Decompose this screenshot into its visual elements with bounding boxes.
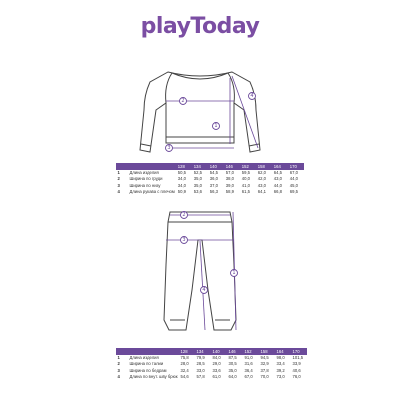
marker-top-2: [180, 98, 187, 105]
row-number: 1: [117, 170, 120, 176]
row-number: 1: [117, 355, 120, 361]
row-label: Длина изделия: [129, 355, 159, 361]
table-row: [116, 188, 304, 194]
size-header: 134: [195, 348, 211, 355]
cell: 38,0: [225, 176, 234, 182]
row-number: 2: [117, 361, 120, 367]
size-header: 158: [259, 348, 275, 355]
svg-text:2: 2: [182, 212, 186, 218]
size-header: 146: [224, 163, 240, 170]
table-row: [116, 176, 304, 182]
marker-top-4: [249, 93, 256, 100]
cell: 28,0: [180, 361, 189, 367]
cell: 32,4: [180, 367, 189, 373]
cell: 54,5: [209, 170, 218, 176]
marker-top-1: [213, 123, 220, 130]
table-header-row: [116, 163, 304, 170]
table-row: [116, 170, 304, 176]
size-header: 170: [291, 348, 307, 355]
cell: 43,0: [257, 182, 266, 188]
size-header: 152: [240, 163, 256, 170]
cell: 33,4: [276, 361, 285, 367]
header-blank: [128, 348, 179, 355]
cell: 79,9: [196, 355, 205, 361]
svg-text:1: 1: [232, 270, 236, 276]
size-header: 146: [227, 348, 243, 355]
cell: 62,0: [257, 170, 266, 176]
bottom-size-table: [116, 348, 307, 379]
cell: 70,0: [260, 373, 269, 379]
cell: 76,0: [292, 373, 301, 379]
size-header: 158: [256, 163, 272, 170]
row-label: Ширина по груди: [129, 176, 163, 182]
row-number: 4: [117, 188, 120, 194]
cell: 31,6: [244, 361, 253, 367]
cell: 44,0: [289, 176, 298, 182]
pants-drawing: [164, 212, 236, 330]
row-label: Длина по внут. шву брюк: [129, 373, 178, 379]
table-row: [116, 373, 307, 379]
cell: 53,6: [193, 188, 202, 194]
cell: 67,0: [244, 373, 253, 379]
row-label: Ширина по бедрам: [129, 367, 167, 373]
svg-text:4: 4: [202, 287, 206, 293]
cell: 54,6: [180, 373, 189, 379]
cell: 33,0: [196, 367, 205, 373]
size-header: 164: [275, 348, 291, 355]
sweatshirt-drawing: [140, 72, 260, 152]
svg-text:2: 2: [181, 98, 185, 104]
pants-measurements: [166, 212, 236, 330]
marker-top-3: [166, 145, 173, 152]
cell: 64,0: [228, 373, 237, 379]
cell: 52,5: [193, 170, 202, 176]
cell: 35,0: [228, 367, 237, 373]
marker-bottom-2: [181, 212, 188, 219]
cell: 64,1: [257, 188, 266, 194]
cell: 36,0: [209, 176, 218, 182]
svg-text:3: 3: [167, 145, 171, 151]
cell: 61,0: [212, 373, 221, 379]
cell: 66,8: [273, 188, 282, 194]
cell: 28,5: [196, 361, 205, 367]
cell: 50,5: [177, 170, 186, 176]
marker-bottom-1: [231, 270, 238, 277]
cell: 37,0: [209, 182, 218, 188]
marker-bottom-3: [181, 237, 188, 244]
cell: 98,0: [276, 355, 285, 361]
row-number: 3: [117, 182, 120, 188]
header-blank: [116, 348, 128, 355]
cell: 40,0: [241, 176, 250, 182]
svg-text:4: 4: [250, 93, 254, 99]
cell: 91,0: [244, 355, 253, 361]
size-header: 170: [288, 163, 304, 170]
cell: 69,5: [289, 188, 298, 194]
cell: 73,0: [276, 373, 285, 379]
row-label: Ширина по талии: [129, 361, 164, 367]
cell: 34,0: [177, 176, 186, 182]
header-blank: [128, 163, 176, 170]
svg-text:3: 3: [182, 237, 186, 243]
size-header: 128: [179, 348, 195, 355]
size-header: 140: [208, 163, 224, 170]
cell: 33,9: [292, 361, 301, 367]
cell: 94,5: [260, 355, 269, 361]
size-header: 134: [192, 163, 208, 170]
table-row: [116, 182, 304, 188]
row-number: 4: [117, 373, 120, 379]
cell: 30,5: [228, 361, 237, 367]
top-size-table: [116, 163, 304, 194]
cell: 37,8: [260, 367, 269, 373]
cell: 33,6: [212, 367, 221, 373]
size-header: 152: [243, 348, 259, 355]
brand-logo: playToday: [140, 14, 260, 39]
cell: 56,3: [209, 188, 218, 194]
marker-bottom-4: [201, 287, 208, 294]
cell: 32,9: [260, 361, 269, 367]
cell: 64,5: [273, 170, 282, 176]
table-header-row: [116, 348, 307, 355]
cell: 59,5: [241, 170, 250, 176]
cell: 39,0: [225, 182, 234, 188]
cell: 84,0: [212, 355, 221, 361]
size-header: 164: [272, 163, 288, 170]
cell: 36,4: [244, 367, 253, 373]
cell: 50,9: [177, 188, 186, 194]
cell: 44,0: [273, 182, 282, 188]
cell: 35,0: [193, 182, 202, 188]
cell: 58,9: [225, 188, 234, 194]
cell: 40,6: [292, 367, 301, 373]
cell: 75,8: [180, 355, 189, 361]
cell: 57,0: [225, 170, 234, 176]
cell: 67,0: [289, 170, 298, 176]
cell: 34,0: [177, 182, 186, 188]
size-header: 140: [211, 348, 227, 355]
row-number: 3: [117, 367, 120, 373]
row-label: Длина рукава с плечом: [129, 188, 175, 194]
row-number: 2: [117, 176, 120, 182]
cell: 57,8: [196, 373, 205, 379]
row-label: Ширина по низу: [129, 182, 161, 188]
cell: 43,0: [273, 176, 282, 182]
header-blank: [116, 163, 128, 170]
cell: 29,0: [212, 361, 221, 367]
cell: 39,2: [276, 367, 285, 373]
cell: 45,0: [289, 182, 298, 188]
size-header: 128: [176, 163, 192, 170]
cell: 35,0: [193, 176, 202, 182]
cell: 42,0: [257, 176, 266, 182]
cell: 61,5: [241, 188, 250, 194]
cell: 41,0: [241, 182, 250, 188]
cell: 101,5: [292, 355, 304, 361]
svg-text:1: 1: [214, 123, 218, 129]
row-label: Длина изделия: [129, 170, 159, 176]
cell: 87,5: [228, 355, 237, 361]
